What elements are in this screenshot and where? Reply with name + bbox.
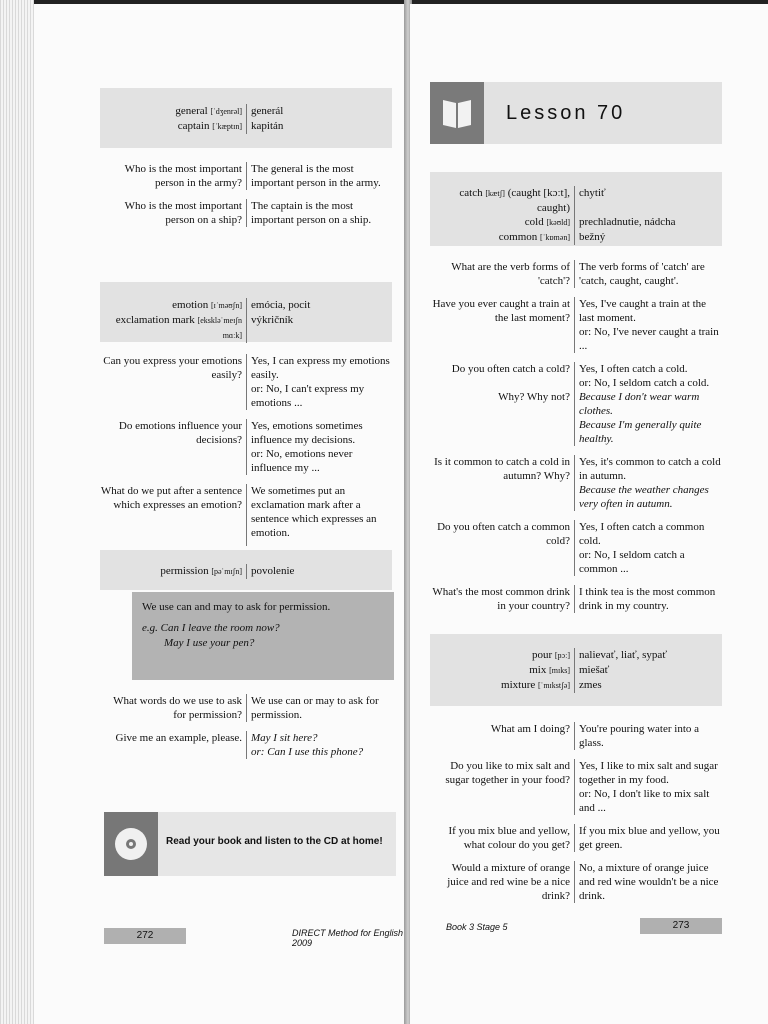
qa-row (100, 694, 400, 722)
vocab-term: catch (459, 187, 483, 199)
question: Do you like to mix salt and sugar together in your food? (445, 760, 570, 786)
cd-icon (104, 812, 158, 876)
vocab-pron: [mɪks] (549, 666, 570, 675)
qa-row (100, 484, 400, 546)
qa-row (430, 455, 750, 511)
qa-block-lesson70-2 (430, 722, 750, 912)
answer: If you mix blue and yellow, you get green. (574, 824, 724, 852)
cd-reminder-text: Read your book and listen to the CD at home! (166, 836, 383, 847)
vocab-trans: kapitán (246, 119, 283, 134)
vocab-trans: zmes (574, 678, 602, 693)
vocab-row (100, 298, 392, 313)
vocab-row (430, 678, 722, 693)
vocab-pron: [ˈmɪkstʃə] (538, 681, 570, 690)
question: Why? Why not? (498, 391, 570, 403)
question: Do you often catch a common cold? (437, 521, 570, 547)
vocab-row (430, 186, 722, 215)
answer-alt: or: No, I've never caught a train ... (579, 326, 719, 352)
qa-block-3 (100, 694, 400, 768)
vocab-row (100, 119, 392, 134)
vocab-pron: [ˈkɒmən] (540, 233, 570, 242)
vocab-box-permission (100, 550, 392, 590)
answer-alt: or: No, I seldom catch a common ... (579, 549, 685, 575)
answer: The captain is the most important person on a ship. (246, 199, 396, 227)
vocab-pron: [ɪˈməʊʃn] (210, 301, 242, 310)
vocab-trans: prechladnutie, nádcha (574, 215, 676, 230)
rule-text: We use can and may to ask for permission. (142, 601, 331, 613)
qa-block-1 (100, 162, 400, 236)
qa-row (100, 731, 400, 759)
qa-row (100, 419, 400, 475)
vocab-box-pour (430, 634, 722, 706)
question: What do we put after a sentence which expresses an emotion? (100, 485, 242, 511)
qa-row (430, 362, 750, 390)
vocab-term: emotion (172, 299, 209, 311)
lesson-header (430, 82, 722, 144)
cd-icon-tile (104, 812, 158, 876)
question: If you mix blue and yellow, what colour do you get? (448, 825, 570, 851)
vocab-trans: nalievať, liať, sypať (574, 648, 667, 663)
rule-example: e.g. Can I leave the room now? (142, 622, 280, 634)
vocab-trans: povolenie (246, 564, 294, 579)
vocab-pron: [ekskləˈmeɪʃn mɑːk] (197, 316, 242, 340)
answer: Yes, I like to mix salt and sugar together in my food. (579, 760, 718, 786)
cd-reminder-box (104, 812, 396, 876)
qa-row (430, 759, 750, 815)
vocab-trans: generál (246, 104, 283, 119)
answer-alt: or: No, I can't express my emotions ... (251, 383, 365, 409)
answer-alt: Because the weather changes very often in autumn. (579, 484, 709, 510)
qa-row (100, 354, 400, 410)
vocab-pron: [kəʊld] (546, 218, 570, 227)
qa-row (100, 199, 400, 227)
page-edges (0, 0, 34, 1024)
vocab-row (430, 230, 722, 245)
qa-row (430, 390, 750, 446)
answer: Yes, I often catch a common cold. (579, 521, 705, 547)
question: Who is the most important person in the army? (124, 163, 242, 189)
vocab-pron: [ˈkæptɪn] (212, 122, 242, 131)
vocab-term: common (498, 231, 538, 243)
question: Give me an example, please. (115, 732, 242, 744)
grammar-rule-box (132, 592, 394, 680)
vocab-row (100, 104, 392, 119)
question: Can you express your emotions easily? (103, 355, 242, 381)
book-icon (430, 82, 484, 144)
answer: Yes, I often catch a cold. (579, 363, 688, 375)
lesson-title: Lesson 70 (506, 102, 626, 124)
question: What are the verb forms of 'catch'? (451, 261, 570, 287)
vocab-row (100, 313, 392, 343)
vocab-term: cold (524, 216, 544, 228)
vocab-row (430, 215, 722, 230)
question: Have you ever caught a train at the last moment? (432, 298, 570, 324)
vocab-trans: chytiť (574, 186, 606, 215)
vocab-term: general (175, 105, 208, 117)
answer: You're pouring water into a glass. (574, 722, 724, 750)
vocab-term: permission (160, 565, 209, 577)
qa-block-2 (100, 354, 400, 555)
answer-alt: or: No, emotions never influence my ... (251, 448, 353, 474)
vocab-pron: [kætʃ] (485, 189, 505, 198)
qa-row (430, 824, 750, 852)
vocab-pron: [ˈdʒenrəl] (210, 107, 242, 116)
left-page (34, 4, 406, 1024)
question: What's the most common drink in your country? (432, 586, 570, 612)
vocab-pron: [pəˈmɪʃn] (211, 567, 242, 576)
vocab-trans: miešať (574, 663, 609, 678)
vocab-term: mixture (501, 679, 536, 691)
question: Who is the most important person on a ship? (124, 200, 242, 226)
footer-right: Book 3 Stage 5 (446, 922, 508, 932)
answer: Yes, it's common to catch a cold in autumn. (579, 456, 721, 482)
book-icon-tile (430, 82, 484, 144)
qa-row (430, 585, 750, 613)
vocab-trans: bežný (574, 230, 605, 245)
vocab-trans: výkričník (246, 313, 293, 343)
vocab-row (430, 663, 722, 678)
answer: May I sit here? (251, 732, 318, 744)
vocab-row (430, 648, 722, 663)
page-number-left: 272 (104, 928, 186, 944)
rule-example: May I use your pen? (164, 637, 255, 649)
question: What words do we use to ask for permission? (113, 695, 242, 721)
qa-row (430, 260, 750, 288)
page-number-right: 273 (640, 918, 722, 934)
question: Do you often catch a cold? (451, 363, 570, 375)
answer-alt: Because I'm generally quite healthy. (579, 419, 702, 445)
answer: The general is the most important person in the army. (246, 162, 396, 190)
answer: We sometimes put an exclamation mark after a sentence which expresses an emotion. (246, 484, 396, 546)
question: Would a mixture of orange juice and red wine be a nice drink? (447, 862, 570, 902)
answer-alt: or: No, I don't like to mix salt and ... (579, 788, 710, 814)
answer: I think tea is the most common drink in my country. (574, 585, 724, 613)
vocab-term: pour (531, 649, 553, 661)
answer: We use can or may to ask for permission. (246, 694, 396, 722)
vocab-term: captain (177, 120, 210, 132)
qa-row (430, 297, 750, 353)
vocab-extra: (caught [kɔːt], caught) (507, 187, 570, 214)
footer-left: DIRECT Method for English 2009 (292, 928, 404, 948)
vocab-box-catch (430, 172, 722, 246)
vocab-pron: [pɔː] (554, 651, 570, 660)
answer: The verb forms of 'catch' are 'catch, caught, caught'. (574, 260, 724, 288)
qa-row (430, 520, 750, 576)
answer-alt: or: Can I use this phone? (251, 746, 364, 758)
vocab-row (100, 564, 392, 579)
answer: Yes, emotions sometimes influence my decisions. (251, 420, 363, 446)
answer: Because I don't wear warm clothes. (579, 391, 700, 417)
answer: Yes, I can express my emotions easily. (251, 355, 390, 381)
vocab-term: exclamation mark (115, 314, 195, 326)
vocab-box-general (100, 88, 392, 148)
answer-alt: or: No, I seldom catch a cold. (579, 377, 710, 389)
vocab-term: mix (529, 664, 547, 676)
answer: No, a mixture of orange juice and red wine wouldn't be a nice drink. (574, 861, 724, 903)
right-page (410, 4, 768, 1024)
question: Is it common to catch a cold in autumn? Why? (434, 456, 570, 482)
question: Do emotions influence your decisions? (118, 420, 242, 446)
qa-block-lesson70-1 (430, 260, 750, 622)
answer: Yes, I've caught a train at the last moment. (579, 298, 707, 324)
vocab-trans: emócia, pocit (246, 298, 310, 313)
vocab-box-emotion (100, 282, 392, 342)
qa-row (100, 162, 400, 190)
question: What am I doing? (490, 723, 570, 735)
qa-row (430, 722, 750, 750)
qa-row (430, 861, 750, 903)
